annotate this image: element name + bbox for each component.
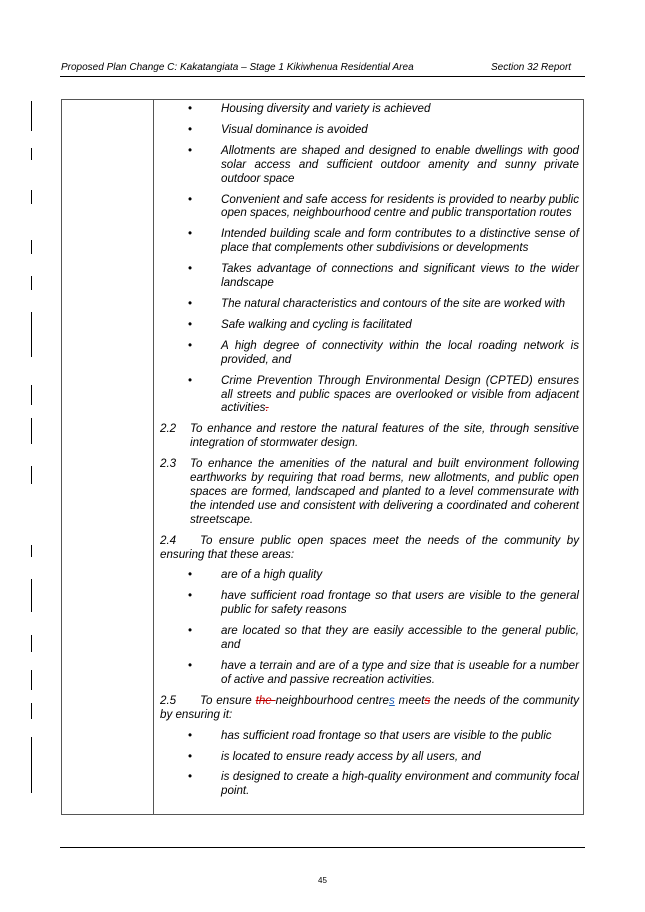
bullet-text: Housing diversity and variety is achieved bbox=[221, 102, 431, 115]
list-item bbox=[160, 318, 579, 332]
item-number: 2.3 bbox=[160, 457, 177, 471]
numbered-item bbox=[160, 694, 579, 722]
bullet-text: The natural characteristics and contours of the site are worked with bbox=[221, 296, 566, 310]
change-bar bbox=[31, 190, 32, 204]
header-rule bbox=[60, 76, 585, 77]
numbered-item bbox=[160, 457, 579, 527]
list-item bbox=[160, 589, 579, 617]
bullet-icon: • bbox=[188, 296, 193, 310]
list-item bbox=[160, 262, 579, 290]
item-text: To ensure public open spaces meet the needs of the community by ensuring that these areas: bbox=[160, 533, 579, 561]
bullet-icon: • bbox=[188, 227, 193, 241]
list-item bbox=[160, 144, 579, 186]
item-text: meet bbox=[394, 693, 425, 707]
list-item bbox=[160, 102, 579, 116]
list-item bbox=[160, 339, 579, 367]
bullet-icon: • bbox=[188, 192, 193, 206]
bullet-icon: • bbox=[188, 338, 193, 352]
item-text: neighbourhood centre bbox=[275, 693, 390, 707]
tracked-deletion: . bbox=[265, 401, 269, 415]
bullet-icon: • bbox=[188, 770, 193, 784]
bullet-text: A high degree of connectivity within the local roading network is provided, and bbox=[221, 338, 579, 366]
change-bar bbox=[31, 418, 32, 444]
bullet-icon: • bbox=[188, 102, 193, 115]
change-bar bbox=[31, 101, 32, 131]
numbered-item bbox=[160, 422, 579, 450]
bullet-icon: • bbox=[188, 624, 193, 638]
change-bar bbox=[31, 703, 32, 719]
item-number: 2.4 bbox=[160, 533, 177, 547]
list-item bbox=[160, 729, 579, 743]
list-item bbox=[160, 374, 579, 416]
numbered-item bbox=[160, 534, 579, 562]
bullet-icon: • bbox=[188, 728, 193, 742]
item-number: 2.5 bbox=[160, 693, 177, 707]
bullet-text: are located so that they are easily accessible to the general public, and bbox=[221, 624, 579, 652]
bullet-icon: • bbox=[188, 749, 193, 763]
list-item bbox=[160, 750, 579, 764]
tracked-deletion: s bbox=[424, 693, 431, 707]
change-bar bbox=[31, 737, 32, 793]
bullet-text: Allotments are shaped and designed to enable dwellings with good solar access and sufficient outdoor amenity and sunny private outdoor space bbox=[221, 143, 579, 185]
bullet-icon: • bbox=[188, 317, 193, 331]
tracked-deletion: the bbox=[255, 693, 276, 707]
item-text: the needs of the community by ensuring it: bbox=[160, 693, 579, 721]
page-number: 45 bbox=[318, 876, 327, 885]
list-item bbox=[160, 193, 579, 221]
bullet-text: Intended building scale and form contributes to a distinctive sense of place that complements other subdivisions or developments bbox=[221, 227, 579, 255]
bullet-text: Safe walking and cycling is facilitated bbox=[221, 317, 412, 331]
list-item bbox=[160, 297, 579, 311]
item-number: 2.2 bbox=[160, 422, 177, 436]
table-content bbox=[160, 102, 579, 805]
bullet-text: Takes advantage of connections and significant views to the wider landscape bbox=[221, 262, 579, 290]
change-bar bbox=[31, 385, 32, 405]
bullet-text: Crime Prevention Through Environmental Design (CPTED) ensures all streets and public spaces are overlooked or visible from adjacent activities bbox=[221, 373, 579, 415]
bullet-text: Convenient and safe access for residents is provided to nearby public open spaces, neighbourhood centre and public transportation routes bbox=[221, 192, 579, 220]
change-bar bbox=[31, 276, 32, 290]
bullet-icon: • bbox=[188, 589, 193, 603]
list-item bbox=[160, 568, 579, 582]
bullet-icon: • bbox=[188, 122, 193, 136]
bullet-icon: • bbox=[188, 659, 193, 672]
bullet-text: have a terrain and are of a type and size that is useable for a number of active and passive recreation activities. bbox=[221, 659, 579, 686]
bullet-text: are of a high quality bbox=[221, 568, 323, 582]
list-item bbox=[160, 227, 579, 255]
change-bar bbox=[31, 466, 32, 484]
tracked-insertion: s bbox=[389, 693, 395, 707]
bullet-text: Visual dominance is avoided bbox=[221, 122, 368, 136]
list-item bbox=[160, 624, 579, 652]
header-title: Proposed Plan Change C: Kakatangiata – Stage 1 Kikiwhenua Residential Area bbox=[61, 62, 414, 73]
list-item bbox=[160, 123, 579, 137]
table-column-divider bbox=[153, 99, 154, 815]
bullet-icon: • bbox=[188, 262, 193, 276]
list-item bbox=[160, 770, 579, 798]
bullet-text: have sufficient road frontage so that users are visible to the general public for safety reasons bbox=[221, 589, 579, 617]
change-bar bbox=[31, 148, 32, 160]
list-item bbox=[160, 659, 579, 687]
item-text: To ensure bbox=[200, 693, 256, 707]
bullet-icon: • bbox=[188, 143, 193, 157]
header-section: Section 32 Report bbox=[491, 62, 572, 73]
change-bar bbox=[31, 670, 32, 690]
bullet-icon: • bbox=[188, 568, 193, 582]
change-bar bbox=[31, 240, 32, 254]
bullet-text: is designed to create a high-quality environment and community focal point. bbox=[221, 770, 579, 798]
bullet-text: has sufficient road frontage so that users are visible to the public bbox=[221, 728, 552, 742]
footer-rule bbox=[60, 847, 585, 848]
bullet-icon: • bbox=[188, 373, 193, 387]
change-bar bbox=[31, 635, 32, 652]
bullet-text: is located to ensure ready access by all users, and bbox=[221, 749, 481, 763]
change-bar bbox=[31, 545, 32, 557]
item-text: To enhance the amenities of the natural and built environment following earthworks by requiring that road berms, new allotments, and public open spaces are formed, landscaped and planted to a level commensurate with the intended use and consistent with delivering a coordinated and coherent streetscape. bbox=[190, 457, 579, 526]
change-bar bbox=[31, 579, 32, 612]
change-bar bbox=[31, 312, 32, 357]
item-text: To enhance and restore the natural features of the site, through sensitive integration of stormwater design. bbox=[190, 422, 579, 450]
